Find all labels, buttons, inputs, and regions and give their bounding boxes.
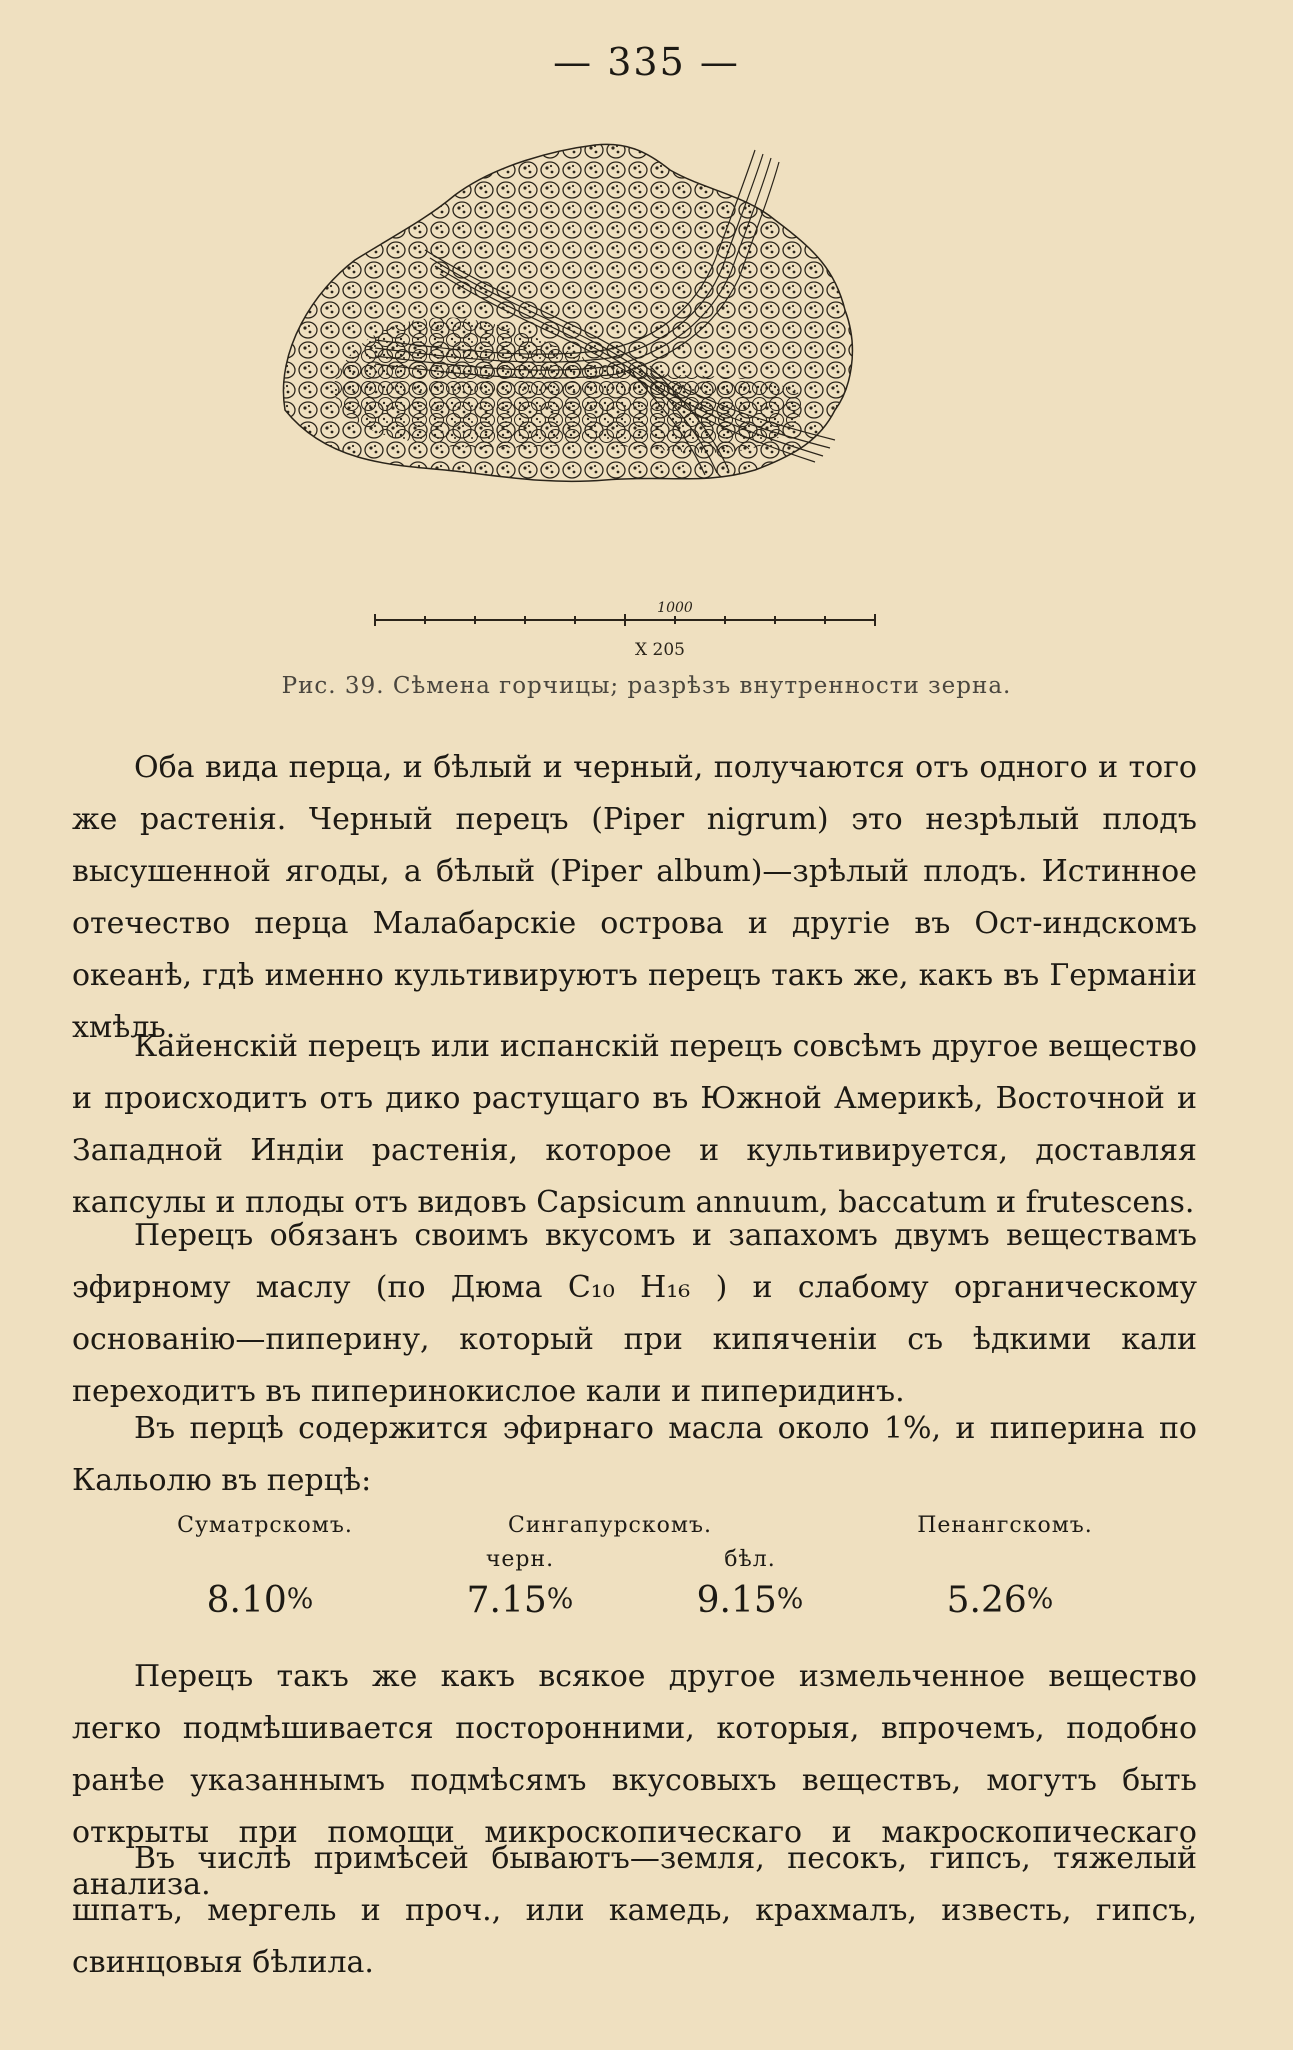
- figure-mustard-seed-section: [275, 140, 895, 670]
- header-singapore: Сингапурскомъ.: [508, 1513, 712, 1538]
- paragraph-5: Перецъ такъ же какъ всякое другое измельченное вещество легко подмѣшивается посторонними, которыя, впрочемъ, подобно ранѣе указаннымъ подмѣсямъ вкусовыхъ веществъ, могутъ быть открыты при помощи микроскопическаго и макроскопическаго анализа.: [72, 1659, 1197, 1902]
- value-singapore-white: 9.15%: [696, 1580, 804, 1621]
- piperine-table-values: [0, 1580, 1293, 1636]
- paragraph-1: Оба вида перца, и бѣлый и черный, получаются отъ одного и того же растенія. Черный перецъ (Piper nigrum) это незрѣлый плодъ высушенной ягоды, а бѣлый (Piper album)—зрѣлый плодъ. Истинное отечество перца Малабарскіе острова и другіе въ Ост-индскомъ океанѣ, гдѣ именно культивируютъ перецъ такъ же, какъ въ Германіи хмѣль.: [72, 750, 1197, 1045]
- value-singapore-black: 7.15%: [466, 1580, 574, 1621]
- paragraph-2: Кайенскій перецъ или испанскій перецъ совсѣмъ другое вещество и происходитъ отъ дико растущаго въ Южной Америкѣ, Восточной и Западной Индіи растенія, которое и культивируется, доставляя капсулы и плоды отъ видовъ Capsicum annuum, baccatum и frutescens.: [72, 1029, 1197, 1220]
- page-number: — 335 —: [553, 40, 740, 84]
- subheader-white: бѣл.: [724, 1547, 776, 1572]
- header-penang: Пенангскомъ.: [917, 1513, 1093, 1538]
- magnification-label: X 205: [635, 640, 685, 660]
- paragraph-3: Перецъ обязанъ своимъ вкусомъ и запахомъ двумъ веществамъ эфирному маслу (по Дюма C₁₀ H₁₆ ) и слабому органическому основанію—пиперину, который при кипяченіи съ ѣдкими кали переходитъ въ пиперинокислое кали и пиперидинъ.: [72, 1218, 1197, 1409]
- header-sumatra: Суматрскомъ.: [177, 1513, 353, 1538]
- paragraph-4: Въ перцѣ содержится эфирнаго масла около 1%, и пиперина по Кальолю въ перцѣ:: [72, 1411, 1197, 1498]
- subheader-black: черн.: [485, 1547, 555, 1572]
- piperine-table-subheaders: [0, 1547, 1293, 1583]
- value-penang: 5.26%: [946, 1580, 1054, 1621]
- micrograph-illustration: [275, 140, 895, 670]
- figure-caption: Рис. 39. Сѣмена горчицы; разрѣзъ внутренности зерна.: [281, 673, 1012, 699]
- value-sumatra: 8.10%: [206, 1580, 314, 1621]
- scale-label: 1000: [657, 600, 693, 616]
- paragraph-6: Въ числѣ примѣсей бываютъ—земля, песокъ, гипсъ, тяжелый шпатъ, мергель и проч., или камедь, крахмалъ, известь, гипсъ, свинцовыя бѣлила.: [72, 1841, 1197, 1980]
